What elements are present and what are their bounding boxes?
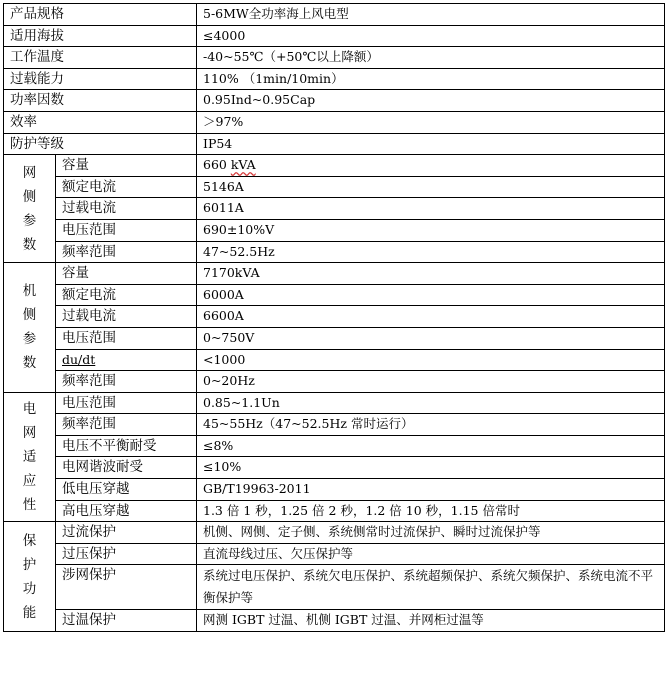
group-label-char: 数 xyxy=(22,355,37,372)
table-row xyxy=(4,219,665,241)
row-value: 110% （1min/10min） xyxy=(197,68,665,90)
table-row xyxy=(4,90,665,112)
group-label-char: 侧 xyxy=(22,188,37,205)
row-value: 6000A xyxy=(197,284,665,306)
row-label: 过载电流 xyxy=(56,198,197,220)
row-label: 电压范围 xyxy=(56,327,197,349)
table-row xyxy=(4,155,665,177)
group-label-char: 参 xyxy=(22,331,37,348)
row-label xyxy=(56,349,197,371)
group-label-char: 电 xyxy=(22,400,37,417)
table-row xyxy=(4,479,665,501)
row-value: ＞97% xyxy=(197,111,665,133)
group-label-grid-side xyxy=(4,155,56,263)
row-label: 涉网保护 xyxy=(56,565,197,610)
row-value: 0.85~1.1Un xyxy=(197,392,665,414)
capacity-number: 660 xyxy=(203,157,227,173)
table-row xyxy=(4,111,665,133)
row-label: 防护等级 xyxy=(4,133,197,155)
group-label-char: 数 xyxy=(22,236,37,253)
group-label-machine-side xyxy=(4,263,56,393)
row-label: 效率 xyxy=(4,111,197,133)
row-value: <1000 xyxy=(197,349,665,371)
row-value: 系统过电压保护、系统欠电压保护、系统超频保护、系统欠频保护、系统电流不平衡保护等 xyxy=(197,565,665,610)
row-label: 过载能力 xyxy=(4,68,197,90)
group-label-char: 性 xyxy=(22,496,37,513)
row-label: 额定电流 xyxy=(56,176,197,198)
row-value: 0.95Ind~0.95Cap xyxy=(197,90,665,112)
row-label: 适用海拔 xyxy=(4,25,197,47)
row-label: 过载电流 xyxy=(56,306,197,328)
row-value: 直流母线过压、欠压保护等 xyxy=(197,543,665,565)
row-value: 机侧、网侧、定子侧、系统侧常时过流保护、瞬时过流保护等 xyxy=(197,522,665,544)
row-value: 网测 IGBT 过温、机侧 IGBT 过温、并网柜过温等 xyxy=(197,610,665,632)
row-label: 高电压穿越 xyxy=(56,500,197,522)
row-label: 过温保护 xyxy=(56,610,197,632)
row-value: -40~55℃（+50℃以上降额） xyxy=(197,47,665,69)
group-label-char: 机 xyxy=(22,283,37,300)
table-row xyxy=(4,306,665,328)
table-row xyxy=(4,4,665,26)
table-row xyxy=(4,349,665,371)
group-label-char: 能 xyxy=(22,604,37,621)
row-label: 额定电流 xyxy=(56,284,197,306)
table-row xyxy=(4,133,665,155)
group-label-protection xyxy=(4,522,56,632)
row-value: 6600A xyxy=(197,306,665,328)
row-label: 频率范围 xyxy=(56,371,197,393)
row-label: 频率范围 xyxy=(56,241,197,263)
row-value: ≤4000 xyxy=(197,25,665,47)
row-value: 5146A xyxy=(197,176,665,198)
row-value: 47~52.5Hz xyxy=(197,241,665,263)
row-label: 容量 xyxy=(56,263,197,285)
row-value: 690±10%V xyxy=(197,219,665,241)
row-label: 过压保护 xyxy=(56,543,197,565)
row-value: ≤10% xyxy=(197,457,665,479)
dudt-label: du/dt xyxy=(62,351,96,367)
row-value: IP54 xyxy=(197,133,665,155)
group-label-char: 应 xyxy=(22,472,37,489)
table-row xyxy=(4,371,665,393)
row-label: 工作温度 xyxy=(4,47,197,69)
group-label-char: 侧 xyxy=(22,307,37,324)
row-label: 电网谐波耐受 xyxy=(56,457,197,479)
row-label: 产品规格 xyxy=(4,4,197,26)
row-label: 频率范围 xyxy=(56,414,197,436)
table-row xyxy=(4,198,665,220)
table-row xyxy=(4,263,665,285)
table-row xyxy=(4,327,665,349)
row-value xyxy=(197,155,665,177)
group-label-char: 参 xyxy=(22,212,37,229)
table-row xyxy=(4,284,665,306)
row-value: 45~55Hz（47~52.5Hz 常时运行） xyxy=(197,414,665,436)
row-label: 功率因数 xyxy=(4,90,197,112)
row-value: 5-6MW全功率海上风电型 xyxy=(197,4,665,26)
group-label-grid-adaptability xyxy=(4,392,56,522)
table-row xyxy=(4,47,665,69)
spec-table xyxy=(3,3,665,632)
row-label: 电压范围 xyxy=(56,392,197,414)
row-value: 0~750V xyxy=(197,327,665,349)
group-label-char: 适 xyxy=(22,448,37,465)
row-value: 7170kVA xyxy=(197,263,665,285)
row-value: ≤8% xyxy=(197,435,665,457)
group-label-char: 网 xyxy=(22,164,37,181)
group-label-char: 保 xyxy=(22,532,37,549)
row-label: 低电压穿越 xyxy=(56,479,197,501)
table-row xyxy=(4,565,665,610)
row-value: 0~20Hz xyxy=(197,371,665,393)
group-label-char: 功 xyxy=(22,580,37,597)
row-value: GB/T19963-2011 xyxy=(197,479,665,501)
table-row xyxy=(4,68,665,90)
row-label: 电压不平衡耐受 xyxy=(56,435,197,457)
table-row xyxy=(4,610,665,632)
row-label: 过流保护 xyxy=(56,522,197,544)
row-value: 1.3 倍 1 秒，1.25 倍 2 秒，1.2 倍 10 秒，1.15 倍常时 xyxy=(197,500,665,522)
table-row xyxy=(4,500,665,522)
row-value: 6011A xyxy=(197,198,665,220)
row-label: 容量 xyxy=(56,155,197,177)
table-row xyxy=(4,457,665,479)
table-row xyxy=(4,543,665,565)
table-row xyxy=(4,392,665,414)
table-row xyxy=(4,435,665,457)
table-row xyxy=(4,522,665,544)
row-label: 电压范围 xyxy=(56,219,197,241)
group-label-char: 护 xyxy=(22,556,37,573)
table-row xyxy=(4,176,665,198)
group-label-char: 网 xyxy=(22,424,37,441)
capacity-unit: kVA xyxy=(230,157,256,173)
table-row xyxy=(4,414,665,436)
table-row xyxy=(4,241,665,263)
table-row xyxy=(4,25,665,47)
